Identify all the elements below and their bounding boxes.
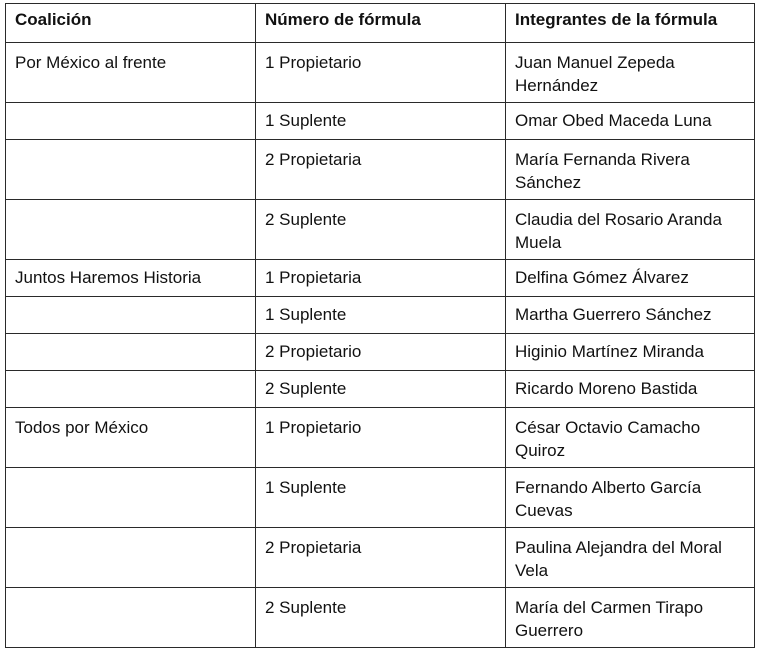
cell-numero: 1 Propietario [256,43,506,103]
table-row [6,260,755,297]
cell-numero: 1 Suplente [256,297,506,334]
table-row [6,200,755,260]
cell-integrantes: Paulina Alejandra del Moral Vela [506,528,755,588]
cell-numero: 2 Propietaria [256,528,506,588]
cell-numero: 1 Propietario [256,408,506,468]
table-row [6,297,755,334]
cell-coalicion [6,528,256,588]
cell-integrantes: Delfina Gómez Álvarez [506,260,755,297]
cell-coalicion [6,103,256,140]
cell-integrantes: María Fernanda Rivera Sánchez [506,140,755,200]
table-row [6,140,755,200]
cell-integrantes: Ricardo Moreno Bastida [506,371,755,408]
cell-coalicion [6,468,256,528]
cell-numero: 1 Suplente [256,103,506,140]
cell-integrantes: Martha Guerrero Sánchez [506,297,755,334]
table-row [6,408,755,468]
cell-numero: 2 Suplente [256,371,506,408]
cell-numero: 2 Propietario [256,334,506,371]
header-integrantes: Integrantes de la fórmula [506,4,755,43]
cell-integrantes: Claudia del Rosario Aranda Muela [506,200,755,260]
table-row [6,371,755,408]
cell-numero: 1 Propietaria [256,260,506,297]
cell-coalicion [6,334,256,371]
cell-coalicion [6,371,256,408]
coalition-table [5,3,755,648]
cell-integrantes: César Octavio Camacho Quiroz [506,408,755,468]
cell-numero: 2 Propietaria [256,140,506,200]
cell-numero: 2 Suplente [256,588,506,648]
table-row [6,334,755,371]
table-header-row [6,4,755,43]
cell-coalicion: Por México al frente [6,43,256,103]
cell-integrantes: Juan Manuel Zepeda Hernández [506,43,755,103]
cell-coalicion [6,200,256,260]
table-row [6,528,755,588]
cell-coalicion [6,140,256,200]
cell-integrantes: Omar Obed Maceda Luna [506,103,755,140]
cell-numero: 2 Suplente [256,200,506,260]
cell-coalicion [6,588,256,648]
table-row [6,103,755,140]
cell-coalicion: Juntos Haremos Historia [6,260,256,297]
table-row [6,588,755,648]
table-row [6,43,755,103]
cell-coalicion [6,297,256,334]
table-row [6,468,755,528]
header-coalicion: Coalición [6,4,256,43]
cell-numero: 1 Suplente [256,468,506,528]
cell-integrantes: Fernando Alberto García Cuevas [506,468,755,528]
cell-coalicion: Todos por México [6,408,256,468]
cell-integrantes: Higinio Martínez Miranda [506,334,755,371]
cell-integrantes: María del Carmen Tirapo Guerrero [506,588,755,648]
header-numero-formula: Número de fórmula [256,4,506,43]
